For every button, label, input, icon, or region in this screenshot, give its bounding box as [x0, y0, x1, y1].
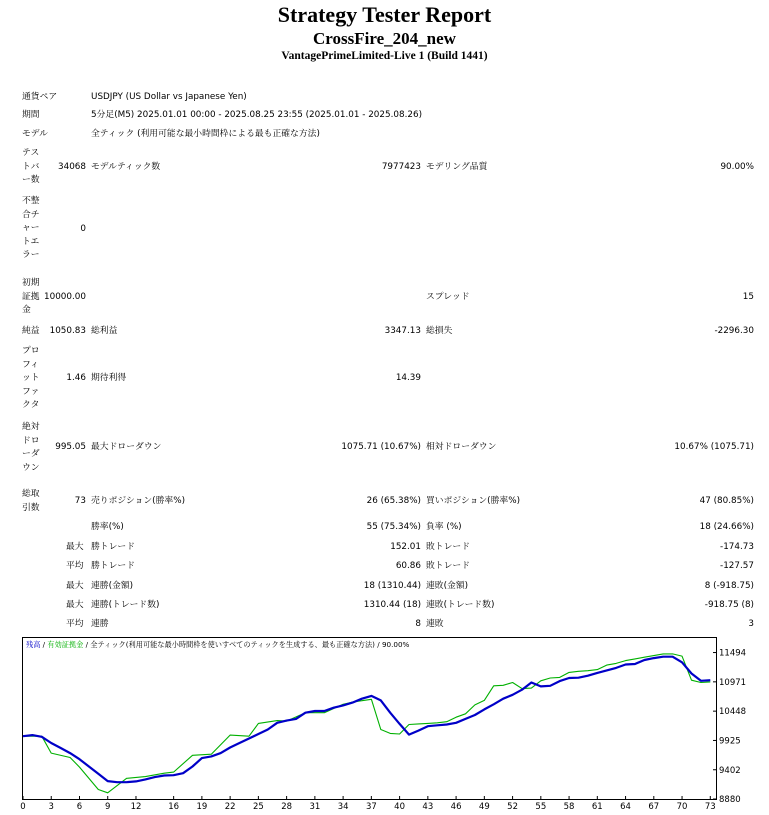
gross-profit-value: 3347.13	[384, 326, 421, 336]
x-tick-label: 67	[648, 802, 660, 812]
spread-label: スプレッド	[426, 292, 470, 302]
legend-item: 有効証拠金	[47, 640, 84, 649]
loss-rate-value: 18 (24.66%)	[699, 522, 754, 532]
x-tick-label: 55	[535, 802, 547, 812]
x-tick-label: 46	[450, 802, 462, 812]
x-tick-label: 61	[591, 802, 603, 812]
chart-frame	[23, 638, 717, 800]
x-tick-label: 49	[478, 802, 490, 812]
avg-win-trade-label: 勝トレード	[91, 561, 135, 571]
x-tick-label: 31	[309, 802, 321, 812]
gross-profit-label: 総利益	[91, 326, 118, 336]
y-tick-label: 8880	[719, 795, 741, 805]
mismatch-value: 0	[80, 224, 86, 234]
max-win-trade-value: 152.01	[390, 542, 421, 552]
legend-item: 全ティック(利用可能な最小時間枠を使いすべてのティックを生成する、最も正確な方法)	[90, 640, 375, 649]
rel-dd-label: 相対ドローダウン	[426, 442, 497, 452]
y-tick-label: 9402	[719, 765, 741, 776]
max-dd-value: 1075.71 (10.67%)	[341, 442, 421, 452]
legend-separator: /	[83, 640, 91, 649]
model-ticks-label: モデルティック数	[91, 162, 161, 172]
abs-dd-label: 絶対ドローダウン	[22, 422, 40, 473]
profit-factor-label: プロフィットファクタ	[22, 346, 40, 410]
initial-deposit-value: 10000.00	[44, 292, 86, 302]
test-bars-label: テストバー数	[22, 148, 40, 185]
x-tick-label: 37	[365, 802, 377, 812]
model-value: 全ティック (利用可能な最小時間枠による最も正確な方法)	[91, 129, 320, 139]
avg-label-2: 平均	[66, 619, 84, 629]
x-tick-label: 19	[196, 802, 208, 812]
y-tick-label: 11494	[719, 648, 747, 659]
avg-label: 平均	[66, 561, 84, 571]
x-tick-label: 9	[105, 802, 111, 812]
spread-value: 15	[742, 292, 754, 302]
max-loss-trade-value: -174.73	[720, 542, 754, 552]
loss-rate-label: 負率 (%)	[426, 522, 462, 532]
broker-info: VantagePrimeLimited-Live 1 (Build 1441)	[281, 50, 488, 62]
model-label: モデル	[22, 129, 48, 139]
total-trades-value: 73	[74, 496, 86, 506]
model-quality-label: モデリング品質	[426, 162, 488, 172]
cons-win-amount-value: 18 (1310.44)	[363, 581, 421, 591]
x-tick-label: 64	[620, 802, 631, 812]
profit-factor-value: 1.46	[66, 373, 86, 383]
avg-loss-trade-label: 敗トレード	[426, 561, 470, 571]
x-tick-label: 34	[337, 802, 349, 812]
expected-payoff-label: 期待利得	[91, 373, 127, 383]
avg-win-trade-value: 60.86	[395, 561, 421, 571]
rel-dd-value: 10.67% (1075.71)	[674, 442, 754, 452]
x-tick-label: 16	[168, 802, 180, 812]
max-loss-trade-label: 敗トレード	[426, 542, 470, 552]
model-ticks-value: 7977423	[381, 162, 421, 172]
y-tick-label: 9925	[719, 736, 741, 747]
max-win-trade-label: 勝トレード	[91, 542, 135, 552]
cons-loss-count-value: -918.75 (8)	[704, 600, 754, 610]
x-tick-label: 0	[20, 802, 26, 812]
short-label: 売りポジション(勝率%)	[91, 496, 185, 506]
pair-value: USDJPY (US Dollar vs Japanese Yen)	[91, 92, 247, 102]
cons-win-count-value: 1310.44 (18)	[363, 600, 421, 610]
net-profit-label: 純益	[22, 326, 40, 336]
x-tick-label: 58	[563, 802, 575, 812]
gross-loss-label: 総損失	[426, 326, 453, 336]
expected-payoff-value: 14.39	[395, 373, 421, 383]
y-tick-label: 10971	[719, 677, 747, 688]
total-trades-label: 総取引数	[22, 489, 40, 513]
legend-item: 90.00%	[381, 640, 410, 649]
net-profit-value: 1050.83	[49, 326, 86, 336]
x-tick-label: 40	[394, 802, 406, 812]
x-tick-label: 52	[507, 802, 518, 812]
y-tick-label: 10448	[719, 707, 747, 718]
cons-loss-count-label: 連敗(トレード数)	[426, 600, 495, 610]
report-title: Strategy Tester Report	[277, 2, 492, 27]
short-value: 26 (65.38%)	[366, 496, 421, 506]
ea-name: CrossFire_204_new	[313, 29, 456, 48]
mismatch-label: 不整合チャートエラー	[22, 196, 40, 260]
max-label-3: 最大	[66, 600, 84, 610]
avg-cons-loss-label: 連敗	[426, 619, 444, 629]
period-value: 5分足(M5) 2025.01.01 00:00 - 2025.08.25 23:55 (2025.01.01 - 2025.08.26)	[91, 110, 422, 120]
cons-win-amount-label: 連勝(金額)	[91, 581, 134, 591]
x-tick-label: 3	[48, 802, 54, 812]
gross-loss-value: -2296.30	[714, 326, 754, 336]
long-label: 買いポジション(勝率%)	[426, 496, 520, 506]
initial-deposit-label: 初期証拠金	[22, 278, 40, 315]
legend-separator: /	[374, 640, 382, 649]
x-tick-label: 43	[422, 802, 434, 812]
x-tick-label: 73	[704, 802, 716, 812]
legend-item: 残高	[26, 640, 41, 649]
avg-cons-win-value: 8	[415, 619, 421, 629]
x-tick-label: 12	[130, 802, 142, 812]
legend-separator: /	[40, 640, 48, 649]
test-bars-value: 34068	[58, 162, 86, 172]
x-tick-label: 28	[281, 802, 293, 812]
chart-legend	[26, 640, 410, 649]
avg-cons-win-label: 連勝	[91, 619, 109, 629]
long-value: 47 (80.85%)	[699, 496, 754, 506]
max-label-2: 最大	[66, 581, 84, 591]
x-tick-label: 25	[252, 802, 264, 812]
x-tick-label: 6	[76, 802, 83, 812]
max-dd-label: 最大ドローダウン	[91, 442, 162, 452]
cons-win-count-label: 連勝(トレード数)	[91, 600, 160, 610]
model-quality-value: 90.00%	[720, 162, 754, 172]
win-rate-value: 55 (75.34%)	[366, 522, 421, 532]
x-tick-label: 70	[676, 802, 688, 812]
x-tick-label: 22	[224, 802, 236, 812]
max-label: 最大	[66, 542, 84, 552]
cons-loss-amount-value: 8 (-918.75)	[704, 581, 754, 591]
abs-dd-value: 995.05	[55, 442, 86, 452]
pair-label: 通貨ペア	[22, 92, 58, 102]
balance-chart	[22, 637, 756, 813]
cons-loss-amount-label: 連敗(金額)	[426, 581, 469, 591]
period-label: 期間	[22, 110, 40, 120]
win-rate-label: 勝率(%)	[91, 522, 124, 532]
avg-loss-trade-value: -127.57	[720, 561, 754, 571]
avg-cons-loss-value: 3	[748, 619, 754, 629]
